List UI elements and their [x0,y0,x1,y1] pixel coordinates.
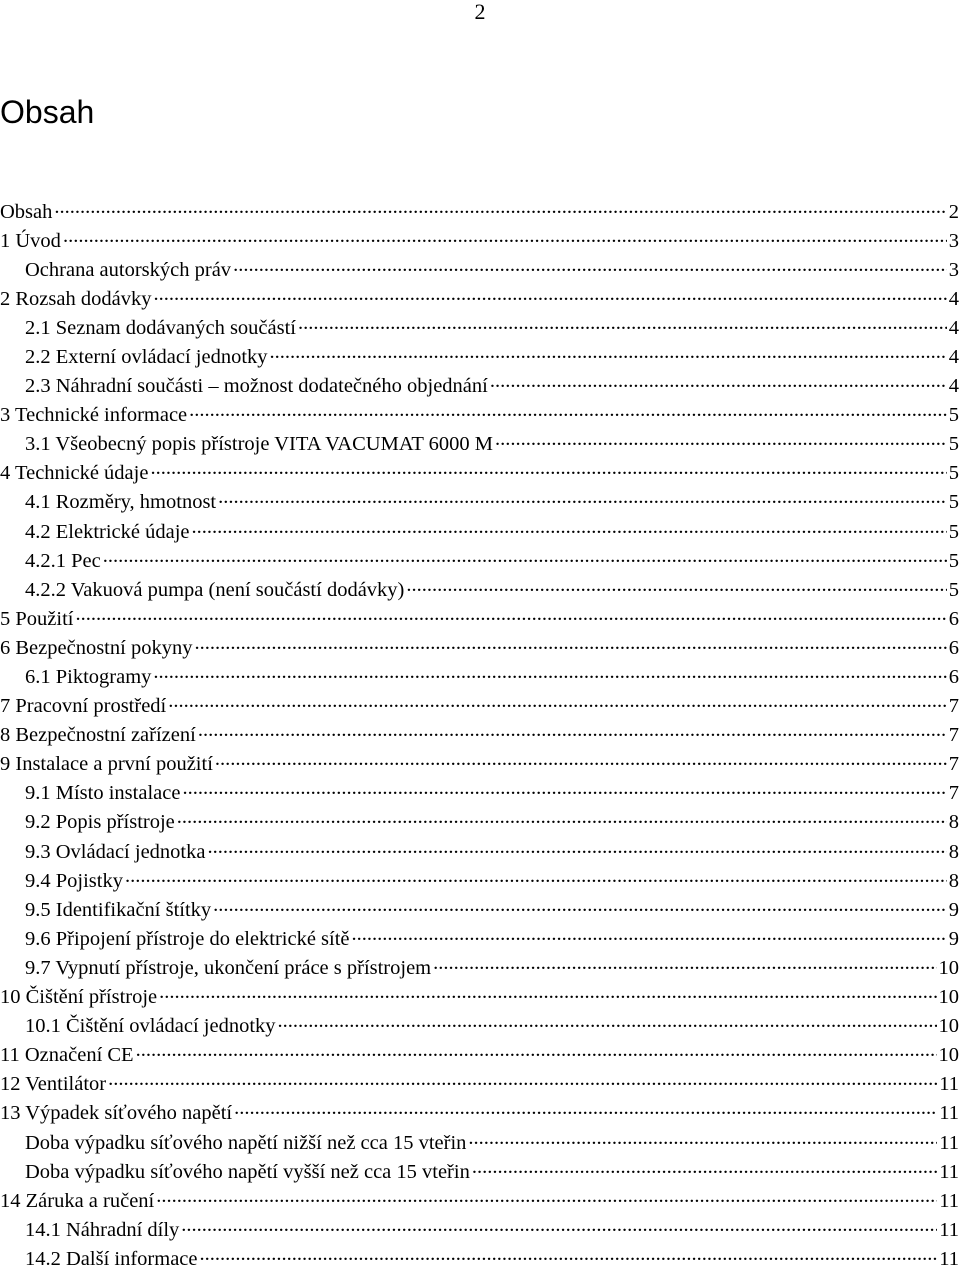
toc-entry[interactable] [0,226,960,255]
toc-dot-leader [159,983,936,1004]
toc-entry-page: 10 [938,1044,959,1067]
toc-entry-title: 12 Ventilátor [0,1073,107,1096]
toc-entry-page: 8 [948,869,959,892]
toc-entry[interactable] [0,1041,960,1070]
toc-entry-page: 11 [939,1247,959,1270]
toc-dot-leader [63,226,947,247]
toc-dot-leader [490,372,947,393]
toc-entry-page: 10 [938,986,959,1009]
toc-entry-title: 6.1 Piktogramy [25,666,152,688]
toc-dot-leader [168,692,947,713]
toc-entry[interactable] [0,430,960,459]
toc-dot-leader [278,1012,937,1033]
toc-dot-leader [194,633,946,654]
toc-entry[interactable] [0,663,960,692]
toc-entry-page: 7 [948,782,959,805]
toc-entry-title: 14.1 Náhradní díly [25,1218,180,1241]
toc-dot-leader [468,1128,937,1149]
page-number: 2 [474,0,486,24]
toc-entry[interactable] [0,692,960,721]
toc-entry-page: 5 [948,491,959,514]
toc-entry[interactable] [0,1128,960,1157]
toc-entry[interactable] [0,1186,960,1215]
toc-entry-page: 8 [948,840,959,863]
toc-entry[interactable] [0,1215,960,1244]
toc-dot-leader [198,721,947,742]
toc-entry[interactable] [0,401,960,430]
table-of-contents [0,197,960,1273]
toc-dot-leader [150,459,946,480]
toc-entry[interactable] [0,1244,960,1273]
toc-entry-title: 9.5 Identifikační štítky [25,898,212,921]
toc-entry-title: 10.1 Čištění ovládací jednotky [25,1015,276,1038]
toc-dot-leader [153,284,946,305]
toc-entry-title: 2 Rozsah dodávky [0,287,152,310]
toc-entry-title: 4.2 Elektrické údaje [25,520,190,543]
toc-entry-title: 2.3 Náhradní součásti – možnost dodatečného objednání [25,375,488,398]
toc-entry[interactable] [0,546,960,575]
toc-entry-page: 2 [948,200,959,223]
toc-entry-title: 14.2 Další informace [25,1247,198,1270]
toc-entry[interactable] [0,1099,960,1128]
toc-entry[interactable] [0,924,960,953]
toc-entry-title: 2.2 Externí ovládací jednotky [25,345,268,368]
toc-entry-title: 9.6 Připojení přístroje do elektrické sítě [25,927,350,950]
toc-entry[interactable] [0,575,960,604]
toc-entry[interactable] [0,808,960,837]
toc-entry[interactable] [0,633,960,662]
toc-entry-title: 3 Technické informace [0,404,188,427]
toc-entry[interactable] [0,721,960,750]
toc-dot-leader [215,750,947,771]
toc-dot-leader [192,517,947,538]
toc-dot-leader [200,1244,938,1265]
toc-entry-title: Ochrana autorských práv [25,258,232,281]
toc-entry-page: 4 [948,345,959,368]
toc-entry-title: 9 Instalace a první použití [0,753,213,776]
toc-entry[interactable] [0,866,960,895]
toc-dot-leader [189,401,947,422]
toc-entry-page: 5 [948,578,959,601]
toc-dot-leader [213,895,947,916]
toc-entry-page: 3 [948,258,959,281]
toc-entry-title: 4.1 Rozměry, hmotnost [25,491,217,514]
toc-entry-page: 6 [948,636,959,659]
toc-entry-page: 7 [948,695,959,718]
toc-dot-leader [103,546,947,567]
toc-entry-title: 10 Čištění přístroje [0,986,158,1009]
toc-dot-leader [177,808,947,829]
toc-entry-page: 7 [948,724,959,747]
toc-entry[interactable] [0,895,960,924]
toc-entry-title: 6 Bezpečnostní pokyny [0,636,193,659]
toc-entry-page: 9 [948,927,959,950]
toc-entry[interactable] [0,837,960,866]
toc-entry[interactable] [0,983,960,1012]
toc-entry-page: 11 [939,1218,959,1241]
toc-entry[interactable] [0,1012,960,1041]
toc-entry[interactable] [0,372,960,401]
toc-entry-title: 9.1 Místo instalace [25,782,181,805]
toc-dot-leader [54,197,946,218]
page-title: Obsah [0,94,95,130]
toc-entry-title: 8 Bezpečnostní zařízení [0,724,196,747]
toc-entry-title: 9.4 Pojistky [25,869,123,892]
toc-entry[interactable] [0,750,960,779]
toc-entry-page: 5 [948,433,959,456]
toc-entry-page: 5 [948,520,959,543]
toc-dot-leader [181,1215,937,1236]
toc-entry-title: Obsah [0,200,53,223]
toc-dot-leader [156,1186,937,1207]
toc-entry-page: 9 [948,898,959,921]
toc-entry[interactable] [0,1070,960,1099]
toc-entry-title: 13 Výpadek síťového napětí [0,1102,233,1125]
toc-dot-leader [270,342,947,363]
toc-entry-page: 5 [948,549,959,572]
toc-entry-page: 11 [939,1131,959,1154]
toc-dot-leader [75,604,946,625]
toc-entry-page: 11 [939,1073,959,1096]
toc-entry-page: 6 [948,607,959,630]
toc-dot-leader [298,313,947,334]
toc-dot-leader [352,924,947,945]
toc-dot-leader [234,1099,937,1120]
toc-entry-title: 5 Použití [0,607,74,630]
toc-entry[interactable] [0,1157,960,1186]
toc-entry[interactable] [0,953,960,982]
toc-entry[interactable] [0,459,960,488]
toc-dot-leader [406,575,946,596]
toc-dot-leader [108,1070,937,1091]
toc-entry-title: 9.2 Popis přístroje [25,811,175,834]
toc-entry-title: 4.2.2 Vakuová pumpa (není součástí dodávky) [25,578,405,601]
toc-entry-page: 11 [939,1189,959,1212]
toc-entry-page: 8 [948,811,959,834]
toc-dot-leader [136,1041,937,1062]
toc-entry-page: 5 [948,404,959,427]
toc-entry-page: 10 [938,1015,959,1038]
toc-dot-leader [218,488,947,509]
toc-entry-title: Doba výpadku síťového napětí vyšší než cca 15 vteřin [25,1160,470,1183]
toc-entry-title: 3.1 Všeobecný popis přístroje VITA VACUMAT 6000 M [25,433,493,456]
toc-entry-title: 4.2.1 Pec [25,549,101,572]
toc-entry-page: 4 [948,316,959,339]
toc-entry-title: 4 Technické údaje [0,462,149,485]
toc-dot-leader [433,953,936,974]
toc-entry[interactable] [0,255,960,284]
toc-entry-page: 4 [948,287,959,310]
toc-dot-leader [495,430,947,451]
toc-entry[interactable] [0,313,960,342]
toc-entry-page: 11 [939,1102,959,1125]
toc-entry-page: 6 [948,666,959,688]
toc-entry-page: 4 [948,375,959,398]
toc-dot-leader [207,837,946,858]
toc-entry-title: Doba výpadku síťového napětí nižší než cca 15 vteřin [25,1131,467,1154]
toc-entry-title: 1 Úvod [0,229,61,252]
toc-entry[interactable] [0,517,960,546]
toc-entry-title: 14 Záruka a ručení [0,1189,155,1212]
toc-entry-title: 7 Pracovní prostředí [0,695,167,718]
toc-dot-leader [233,255,947,276]
toc-dot-leader [472,1157,937,1178]
toc-entry-page: 7 [948,753,959,776]
toc-entry[interactable] [0,342,960,371]
toc-dot-leader [182,779,946,800]
toc-entry[interactable] [0,779,960,808]
toc-entry-page: 10 [938,956,959,979]
toc-entry-title: 11 Označení CE [0,1044,134,1067]
toc-entry-title: 9.3 Ovládací jednotka [25,840,206,863]
toc-entry[interactable] [0,604,960,633]
toc-entry-page: 3 [948,229,959,252]
toc-entry-title: 9.7 Vypnutí přístroje, ukončení práce s přístrojem [25,956,432,979]
toc-entry[interactable] [0,488,960,517]
toc-entry[interactable] [0,197,960,226]
toc-entry-page: 5 [948,462,959,485]
toc-entry-title: 2.1 Seznam dodávaných součástí [25,316,296,339]
toc-entry-page: 11 [939,1160,959,1183]
toc-dot-leader [153,663,946,684]
toc-dot-leader [125,866,947,887]
toc-entry[interactable] [0,284,960,313]
